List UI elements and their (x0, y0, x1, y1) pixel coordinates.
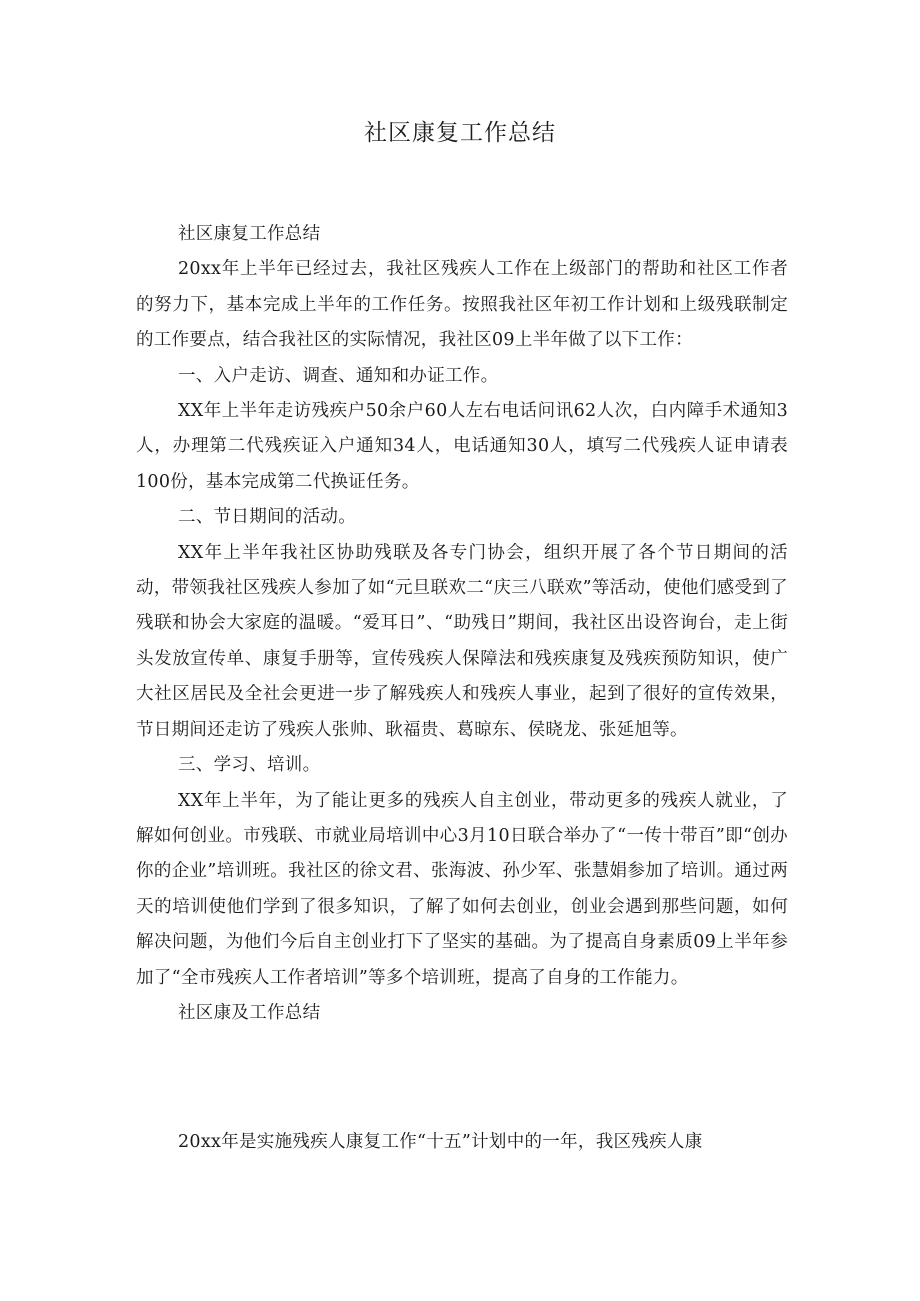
document-body-continued (136, 1125, 788, 1160)
section-heading-holidays: 二、节日期间的活动。 (178, 507, 356, 528)
intro-paragraph: 20xx年上半年已经过去，我社区残疾人工作在上级部门的帮助和社区工作者的努力下，基本完成上半年的工作任务。按照我社区年初工作计划和上级残联制定的工作要点，结合我社区的实际情况，我社区09上半年做了以下工作： (136, 259, 788, 351)
second-subtitle-paragraph: 社区康及工作总结 (178, 1002, 321, 1023)
document-title: 社区康复工作总结 (364, 120, 556, 146)
tail-paragraph: 20xx年是实施残疾人康复工作“十五”计划中的一年，我区残疾人康 (178, 1132, 703, 1152)
subtitle-paragraph: 社区康复工作总结 (178, 224, 321, 244)
section-heading-training: 三、学习、培训。 (178, 755, 321, 776)
training-paragraph: XX年上半年，为了能让更多的残疾人自主创业，带动更多的残疾人就业，了解如何创业。市残联、市就业局培训中心3月10日联合举办了“一传十带百”即“创办你的企业”培训班。我社区的徐文君、张海波、孙少军、张慧娟参加了培训。通过两天的培训使他们学到了很多知识，了解了如何去创业，创业会遇到那些问题，如何解决问题，为他们今后自主创业打下了坚实的基础。为了提高自身素质09上半年参加了“全市残疾人工作者培训”等多个培训班，提高了自身的工作能力。 (136, 790, 788, 988)
document-body (136, 217, 788, 1031)
holidays-paragraph: XX年上半年我社区协助残联及各专门协会，组织开展了各个节日期间的活动，带领我社区残疾人参加了如“元旦联欢二“庆三八联欢”等活动，使他们感受到了残联和协会大家庭的温暖。“爱耳日”、“助残日”期间，我社区出设咨询台，走上街头发放宣传单、康复手册等，宣传残疾人保障法和残疾康复及残疾预防知识，使广大社区居民及全社会更进一步了解残疾人和残疾人事业，起到了很好的宣传效果，节日期间还走访了残疾人张帅、耿福贵、葛晾东、侯晓龙、张延旭等。 (136, 542, 788, 740)
visits-paragraph: XX年上半年走访残疾户50余户60人左右电话问讯62人次，白内障手术通知3人，办理第二代残疾证入户通知34人，电话通知30人，填写二代残疾人证申请表100份，基本完成第二代换证任务。 (136, 401, 788, 492)
section-heading-visits: 一、入户走访、调查、通知和办证工作。 (178, 365, 499, 386)
